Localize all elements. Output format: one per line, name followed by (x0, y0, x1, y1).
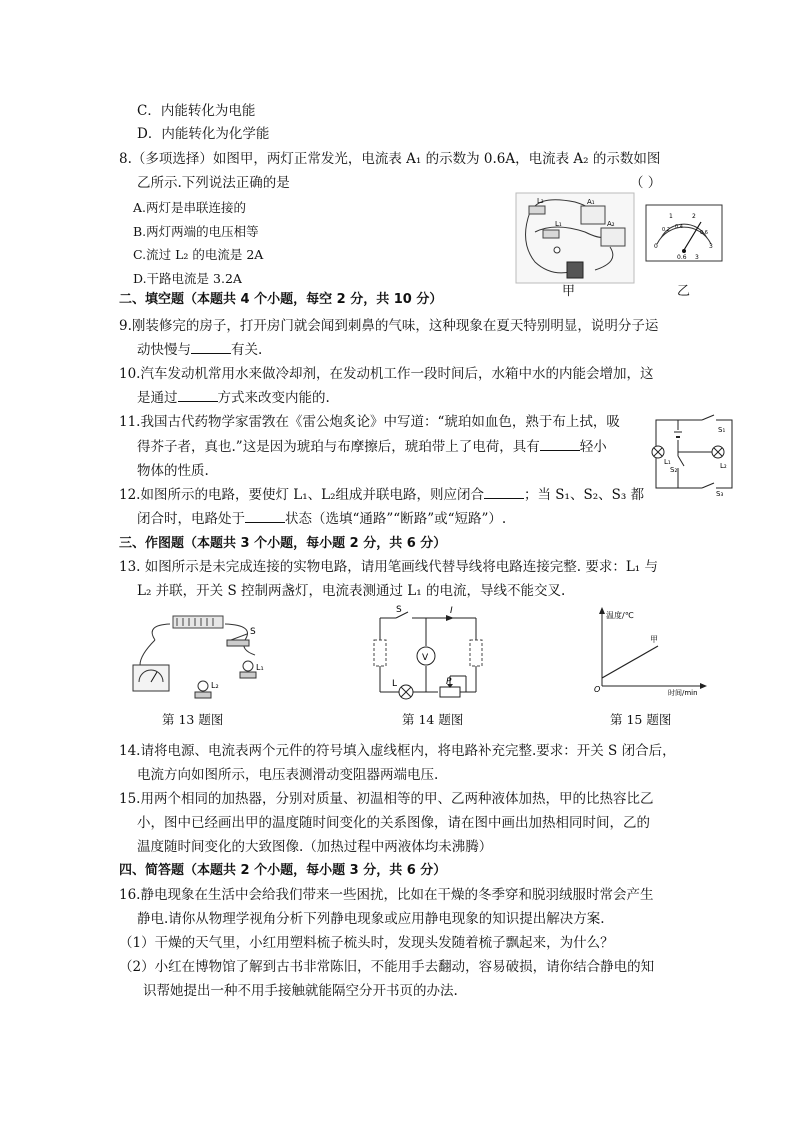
q7-option-d: D．内能转化为化学能 (137, 126, 270, 142)
q16-line1: 16.静电现象在生活中会给我们带来一些困扰，比如在干燥的冬季穿和脱羽绒服时常会产生 (119, 887, 654, 903)
q16-sub1: （1）干燥的天气里，小红用塑料梳子梳头时，发现头发随着梳子飘起来，为什么？ (119, 935, 614, 951)
section-2-title: 二、填空题（本题共 4 个小题，每空 2 分，共 10 分） (119, 292, 443, 307)
section-4-title: 四、简答题（本题共 2 个小题，每小题 3 分，共 6 分） (119, 863, 447, 878)
q14-label-v: V (422, 653, 429, 663)
q8-figure-jia (515, 192, 635, 284)
q12-text-d: 状态（选填“通路”“断路”或“短路”）. (285, 511, 507, 527)
q10-text-b: 方式来改变内能的. (217, 390, 330, 406)
q12-line2 (137, 509, 506, 529)
q8-answer-bracket: （ ） (630, 175, 662, 191)
q8-fig-caption-jia: 甲 (562, 284, 576, 299)
q8-stem-line1: 8.（多项选择）如图甲，两灯正常发光，电流表 A₁ 的示数为 0.6A，电流表 A₂ 的示数如图 (119, 151, 661, 167)
dial-sub-06: 0.6 (700, 230, 708, 236)
q7-option-c: C．内能转化为电能 (137, 103, 256, 119)
q8-fig-label-l1: L₁ (555, 220, 562, 228)
q13-caption: 第 13 题图 (162, 712, 224, 727)
q11-line2 (137, 437, 607, 457)
q10-answer-blank[interactable] (178, 389, 218, 402)
q13-label-s: S (250, 627, 256, 637)
q10-line1: 10.汽车发动机常用水来做冷却剂，在发动机工作一段时间后，水箱中水的内能会增加，这 (119, 366, 654, 382)
q9-line2 (137, 340, 262, 360)
q8-option-a: A.两灯是串联连接的 (133, 200, 247, 215)
q11-text-a: 得芥子者，真也.”这是因为琥珀与布摩擦后，琥珀带上了电荷，具有 (137, 439, 540, 455)
dial-tick-2: 2 (692, 213, 696, 220)
q15-line2: 小，图中已经画出甲的温度随时间变化的关系图像，请在图中画出加热相同时间，乙的 (137, 815, 650, 831)
q11-answer-blank[interactable] (540, 438, 580, 451)
q13-label-l1: L₁ (256, 663, 264, 672)
q10-line2 (137, 388, 330, 408)
q9-answer-blank[interactable] (191, 341, 231, 354)
q12-text-b: ；当 S₁、S₂、S₃ 都 (524, 487, 645, 503)
q15-origin: O (594, 685, 601, 694)
q8-option-d: D.干路电流是 3.2A (133, 271, 242, 286)
q14-caption: 第 14 题图 (402, 712, 464, 727)
q8-fig-label-a1: A₁ (587, 198, 595, 206)
q8-stem-line2: 乙所示.下列说法正确的是 (137, 175, 290, 191)
q12-text-a: 12.如图所示的电路，要使灯 L₁、L₂组成并联电路，则应闭合 (119, 487, 485, 503)
q8-fig-label-l2: L₂ (537, 197, 544, 205)
q13-figure (125, 610, 275, 705)
q14-label-i: I (450, 606, 453, 616)
dial-tick-0: 0 (654, 243, 658, 250)
q14-label-p: P (446, 677, 452, 687)
dial-terminal-3: 3 (695, 254, 699, 261)
q9-line1: 9.刚装修完的房子，打开房门就会闻到刺鼻的气味，这种现象在夏天特别明显，说明分子运 (119, 318, 659, 334)
q14-label-s: S (396, 605, 402, 615)
q8-fig-caption-yi: 乙 (677, 284, 691, 299)
q15-ylabel: 温度/℃ (606, 611, 634, 620)
q14-label-l: L (392, 679, 398, 689)
q15-line1: 15.用两个相同的加热器，分别对质量、初温相等的甲、乙两种液体加热，甲的比热容比乙 (119, 791, 654, 807)
dial-tick-1: 1 (669, 213, 673, 220)
q15-xlabel: 时间/min (668, 689, 698, 697)
q12-circuit-figure (648, 412, 738, 497)
q8-option-b: B.两灯两端的电压相等 (133, 224, 259, 239)
q12-label-l2: L₂ (720, 462, 727, 470)
dial-tick-3: 3 (709, 243, 713, 250)
q15-line3: 温度随时间变化的大致图像.（加热过程中两液体均未沸腾） (137, 839, 493, 855)
dial-sub-02: 0.2 (662, 227, 670, 233)
section-3-title: 三、作图题（本题共 3 个小题，每小题 2 分，共 6 分） (119, 536, 447, 551)
q11-text-b: 轻小 (579, 439, 607, 455)
q11-line1: 11.我国古代药物学家雷敩在《雷公炮炙论》中写道：“琥珀如血色，熟于布上拭，吸 (119, 414, 620, 430)
q12-answer-blank-1[interactable] (484, 486, 524, 499)
q9-text-a: 动快慢与 (137, 342, 191, 358)
q15-caption: 第 15 题图 (610, 712, 672, 727)
q13-line1: 13. 如图所示是未完成连接的实物电路，请用笔画线代替导线将电路连接完整. 要求：L₁ 与 (119, 559, 659, 575)
q10-text-a: 是通过 (137, 390, 178, 406)
q15-line-label: 甲 (650, 635, 658, 644)
q16-sub2-line1: （2）小红在博物馆了解到古书非常陈旧，不能用手去翻动，容易破损，请你结合静电的知 (119, 959, 655, 975)
q12-answer-blank-2[interactable] (245, 510, 285, 523)
q12-label-s2: S₂ (670, 466, 678, 474)
q14-line2: 电流方向如图所示，电压表测滑动变阻器两端电压. (137, 767, 439, 783)
q9-text-b: 有关. (231, 342, 263, 358)
q14-line1: 14.请将电源、电流表两个元件的符号填入虚线框内，将电路补充完整.要求：开关 S 闭合后， (119, 743, 676, 759)
q11-line3: 物体的性质. (137, 463, 209, 479)
q13-label-l2: L₂ (211, 681, 219, 690)
q15-figure (590, 606, 710, 698)
q12-text-c: 闭合时，电路处于 (137, 511, 245, 527)
dial-sub-04: 0.4 (675, 224, 683, 230)
q16-line2: 静电.请你从物理学视角分析下列静电现象或应用静电现象的知识提出解决方案. (137, 911, 605, 927)
q12-label-s3: S₃ (716, 490, 724, 497)
q12-label-l1: L₁ (664, 458, 671, 466)
q8-fig-label-a2: A₂ (607, 220, 615, 228)
q13-line2: L₂ 并联，开关 S 控制两盏灯，电流表测通过 L₁ 的电流，导线不能交叉. (137, 583, 566, 599)
dial-terminal-06: 0.6 (677, 254, 687, 261)
q14-figure (368, 604, 493, 704)
q12-label-s1: S₁ (718, 426, 726, 434)
q12-line1 (119, 485, 644, 505)
q16-sub2-line2: 识帮她提出一种不用手接触就能隔空分开书页的办法. (143, 983, 458, 999)
q8-option-c: C.流过 L₂ 的电流是 2A (133, 247, 264, 262)
q8-figure-yi (645, 204, 723, 262)
